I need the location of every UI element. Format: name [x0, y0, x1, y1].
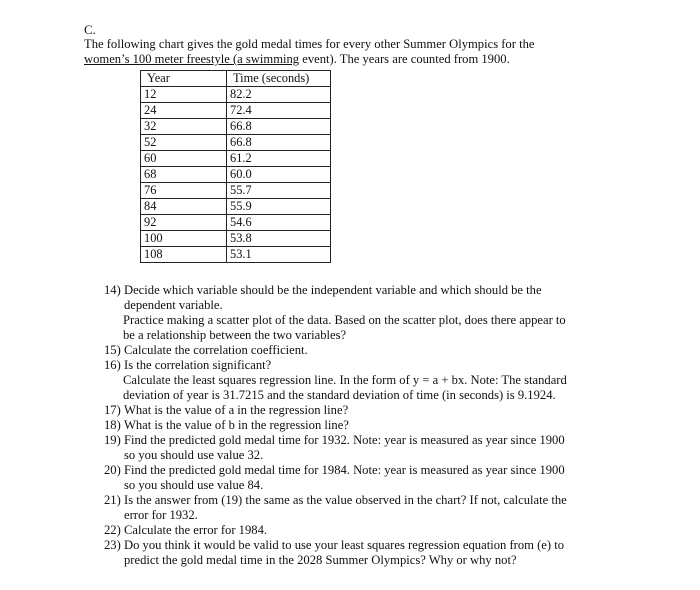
question-number: 17): [104, 403, 121, 417]
question-number: 22): [104, 523, 121, 537]
question-text: [124, 283, 624, 313]
year-cell: 60: [141, 151, 227, 167]
question-line: so you should use value 84.: [124, 478, 264, 492]
table-row: [141, 87, 331, 103]
year-cell: 32: [141, 119, 227, 135]
question-line: Find the predicted gold medal time for 1932. Note: year is measured as year since 1900: [124, 433, 565, 447]
question-line: error for 1932.: [124, 508, 198, 522]
question-16: [104, 358, 624, 373]
time-cell: 55.7: [227, 183, 331, 199]
section-label: C.: [84, 22, 96, 37]
table-row: [141, 231, 331, 247]
paragraph-line: deviation of year is 31.7215 and the standard deviation of time (in seconds) is 9.1924.: [123, 388, 556, 402]
question-text: [124, 538, 624, 568]
data-table: [140, 70, 331, 263]
question-number: 14): [104, 283, 121, 297]
question-22: [104, 523, 624, 538]
question-number: 19): [104, 433, 121, 447]
table-row: [141, 183, 331, 199]
year-cell: 52: [141, 135, 227, 151]
question-text: [124, 493, 624, 523]
question-21: [104, 493, 624, 523]
question-number: 20): [104, 463, 121, 477]
time-cell: 61.2: [227, 151, 331, 167]
question-number: 15): [104, 343, 121, 357]
question-number: 21): [104, 493, 121, 507]
paragraph-line: be a relationship between the two variables?: [123, 328, 347, 342]
year-cell: 24: [141, 103, 227, 119]
header-year: Year: [141, 71, 227, 87]
question-line: Do you think it would be valid to use your least squares regression equation from (e) to: [124, 538, 564, 552]
table-row: [141, 247, 331, 263]
question-14: [104, 283, 624, 313]
question-number: 16): [104, 358, 121, 372]
question-20: [104, 463, 624, 493]
instruction-paragraph: [104, 313, 624, 343]
header-time: Time (seconds): [227, 71, 331, 87]
intro-text: [84, 37, 604, 67]
question-text: [124, 433, 624, 463]
question-text: Calculate the error for 1984.: [124, 523, 268, 537]
questions-list: [104, 283, 624, 568]
year-cell: 108: [141, 247, 227, 263]
question-number: 23): [104, 538, 121, 552]
table-row: [141, 135, 331, 151]
time-cell: 53.1: [227, 247, 331, 263]
year-cell: 84: [141, 199, 227, 215]
year-cell: 12: [141, 87, 227, 103]
question-15: [104, 343, 624, 358]
paragraph-line: Practice making a scatter plot of the data. Based on the scatter plot, does there appear to: [123, 313, 566, 327]
intro-line-2-rest: event). The years are counted from 1900.: [299, 52, 510, 66]
year-cell: 76: [141, 183, 227, 199]
question-17: [104, 403, 624, 418]
question-line: dependent variable.: [124, 298, 223, 312]
question-number: 18): [104, 418, 121, 432]
table-row: [141, 103, 331, 119]
question-23: [104, 538, 624, 568]
question-18: [104, 418, 624, 433]
question-text: [124, 463, 624, 493]
year-cell: 68: [141, 167, 227, 183]
time-cell: 54.6: [227, 215, 331, 231]
table-row: [141, 215, 331, 231]
paragraph-line: Calculate the least squares regression line. In the form of y = a + bx. Note: The standard: [123, 373, 567, 387]
table-header-row: [141, 71, 331, 87]
time-cell: 53.8: [227, 231, 331, 247]
time-cell: 60.0: [227, 167, 331, 183]
question-text: What is the value of a in the regression line?: [124, 403, 349, 417]
time-cell: 72.4: [227, 103, 331, 119]
question-line: Decide which variable should be the independent variable and which should be the: [124, 283, 542, 297]
intro-underlined-phrase: women’s 100 meter freestyle (a swimming: [84, 52, 300, 66]
time-cell: 66.8: [227, 119, 331, 135]
question-line: so you should use value 32.: [124, 448, 264, 462]
time-cell: 66.8: [227, 135, 331, 151]
question-19: [104, 433, 624, 463]
question-text: Calculate the correlation coefficient.: [124, 343, 308, 357]
year-cell: 92: [141, 215, 227, 231]
question-text: What is the value of b in the regression line?: [124, 418, 349, 432]
question-line: Find the predicted gold medal time for 1984. Note: year is measured as year since 1900: [124, 463, 565, 477]
table-row: [141, 119, 331, 135]
time-cell: 55.9: [227, 199, 331, 215]
table-row: [141, 199, 331, 215]
intro-line-2: [84, 52, 604, 67]
intro-line-1: The following chart gives the gold medal times for every other Summer Olympics for the: [84, 37, 535, 51]
table-row: [141, 167, 331, 183]
time-cell: 82.2: [227, 87, 331, 103]
question-text: Is the correlation significant?: [124, 358, 272, 372]
question-line: predict the gold medal time in the 2028 Summer Olympics? Why or why not?: [124, 553, 517, 567]
table-row: [141, 151, 331, 167]
regression-paragraph: [104, 373, 624, 403]
question-line: Is the answer from (19) the same as the value observed in the chart? If not, calculate the: [124, 493, 567, 507]
year-cell: 100: [141, 231, 227, 247]
